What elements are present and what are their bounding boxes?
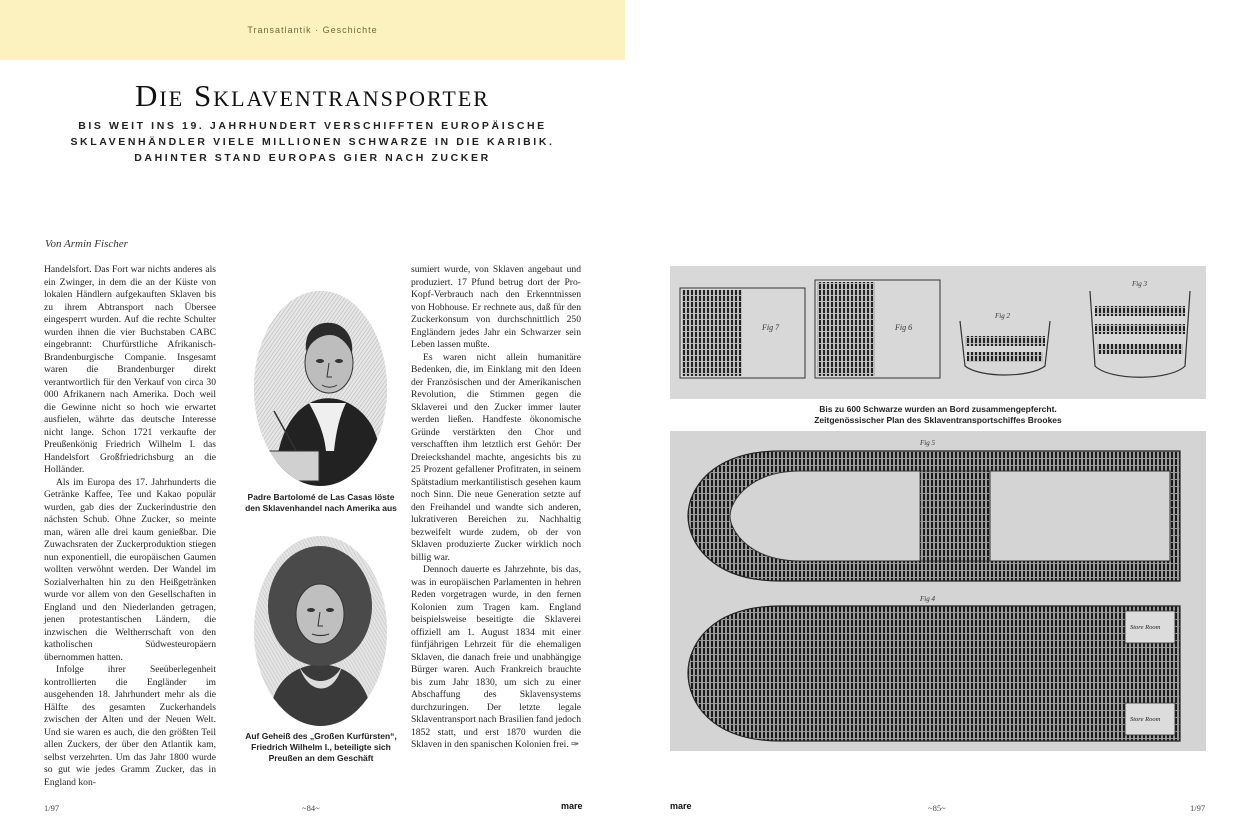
- paragraph: Es waren nicht allein humanitäre Bedenken, die, im Einklang mit den Ideen der Französischen und der Amerikanischen Revolution, die Stimmen gegen die Sklaverei und den Zucker immer lauter werden ließen. Handfeste ökonomische Gründe verstärkten den Chor und verschafften ihm letztlich erst Gehör: Der Dreieckshandel machte, angesichts bis zu 25 Prozent gefallener Profitraten, in seinem Spätstadium merkantilistisch gesehen kaum noch Sinn. Die neue Generation setzte auf den Freihandel und wandte sich anderen, lukrativeren Bereichen zu. Nachhaltig bezweifelt wurde zudem, ob der von Sklaven produzierte Zucker wirklich noch billig war.: [411, 351, 581, 563]
- page-number-left: ~84~: [302, 803, 320, 813]
- ship-deck-plan-drawings: [670, 431, 1206, 751]
- fig7-label: Fig 7: [762, 323, 780, 332]
- ship-section-plate: [670, 266, 1206, 399]
- fig5-label: Fig 5: [920, 439, 935, 447]
- right-page: [625, 0, 1250, 834]
- section-banner: [0, 0, 625, 60]
- fig6-label: Fig 6: [895, 323, 913, 332]
- ship-deck-plan-plate: [670, 431, 1206, 751]
- ship-caption-line-1: Bis zu 600 Schwarze wurden an Bord zusammengepfercht.: [819, 404, 1057, 414]
- portrait-1-caption: Padre Bartolomé de Las Casas löste den Sklavenhandel nach Amerika aus: [245, 492, 397, 513]
- brand-logo-left: mare: [561, 801, 583, 811]
- article-title: Die Sklaventransporter: [135, 78, 490, 113]
- portrait-grosser-kurfuerst: [254, 536, 387, 726]
- ship-caption-line-2: Zeitgenössischer Plan des Sklaventransportschiffes Brookes: [814, 415, 1062, 425]
- portrait-las-casas: [254, 291, 387, 486]
- store-room-label-2: Store Room: [1130, 716, 1161, 723]
- page-number-right: ~85~: [928, 803, 946, 813]
- paragraph: Infolge ihrer Seeüberlegenheit kontrollierten die Engländer im ausgehenden 18. Jahrhundert mehr als die Hälfte des gesamten Zuckerhandels zwischen der Alten und der Neuen Welt. Und sie waren es auch, die den größten Teil allen Zuckers, der über den Atlantik kam, selbst verzehrten. Um das Jahr 1800 wurde so gut wie jedes Gramm Zucker, das in England kon-: [44, 664, 216, 788]
- fig4-label: Fig 4: [920, 595, 935, 603]
- byline: Von Armin Fischer: [45, 238, 128, 250]
- text-column-2: [411, 264, 581, 752]
- ship-cross-section-drawings: [670, 266, 1206, 399]
- paragraph: Dennoch dauerte es Jahrzehnte, bis das, was in europäischen Parlamenten in hehren Reden vorgetragen wurde, in den fernen Kolonien zum Tragen kam. England beispielsweise beseitigte die Sklaverei offiziell am 1. August 1834 mit einer fünfjährigen Lehrzeit für die ehemaligen Sklaven, die danach freie und unabhängige Bürger waren. Auch Frankreich brauchte bis zum Jahr 1830, um sich zu einer Abschaffung des Sklavensystems durchzuringen. Der letzte legale Sklaventransport nach Brasilien fand jedoch 1852 statt, und erst 1870 wurden die Sklaven in den spanischen Kolonien frei. ✑: [411, 564, 581, 750]
- ship-caption: [670, 404, 1206, 426]
- paragraph: Handelsfort. Das Fort war nichts anderes als ein Zwinger, in dem die an der Küste von lokalen Händlern aufgekauften Sklaven bis zu ihrem Abtransport nach Übersee eingesperrt wurden. Auf die rechte Schulter wurden ihnen die vier Buchstaben CABC eingebrannt: Churfürstliche Afrikanisch-Brandenburgische Companie. Insgesamt waren die Brandenburger direkt verantwortlich für den Verkauf von circa 30 000 Afrikanern nach Amerika. Doch weil die Gewinne nicht so hoch wie erwartet ausfielen, währte das deutsche Interesse nicht lange. Schon 1721 verkaufte der Preußenkönig Friedrich Wilhelm I. das Handelsfort Großfriedrichsburg an die Holländer.: [44, 264, 216, 475]
- article-deck: BIS WEIT INS 19. JAHRHUNDERT VERSCHIFFTEN EUROPÄISCHE SKLAVENHÄNDLER VIELE MILLIONEN SCHWARZE IN DIE KARIBIK. DAHINTER STAND EUROPAS GIER NACH ZUCKER: [70, 120, 555, 164]
- engraving-kurfuerst: [254, 536, 387, 726]
- section-label: Transatlantik · Geschichte: [247, 25, 378, 35]
- store-room-label-1: Store Room: [1130, 624, 1161, 631]
- paragraph: sumiert wurde, von Sklaven angebaut und produziert. 17 Pfund betrug dort der Pro-Kopf-Verbrauch nach den Erkenntnissen von Hobhouse. Er rechnete aus, daß für den Zuckerkonsum von durchschnittlich 250 Engländern jedes Jahr ein Schwarzer sein Leben lassen mußte.: [411, 264, 581, 350]
- portrait-2-caption: Auf Geheiß des „Großen Kurfürsten“, Friedrich Wilhelm I., beteiligte sich Preußen an dem Geschäft: [245, 731, 397, 763]
- paragraph: Als im Europa des 17. Jahrhunderts die Getränke Kaffee, Tee und Kakao populär wurden, gab dies der Zuckerindustrie den nächsten Schub. Ohne Zucker, so meinte man, wären alle drei kaum genießbar. Die Zuwachsraten der Zuckerproduktion stiegen nun exponentiell, die europäischen Gaumen wollten verwöhnt werden. Der Wandel im Sozialverhalten hin zu den Heißgetränken wurde vor allem von den Gesellschaften in England und den Niederlanden getragen, jenen protestantischen Ländern, die inzwischen die Weltherrschaft von den katholischen Südwesteuropäern übernommen hatten.: [44, 476, 216, 663]
- brand-logo-right: mare: [670, 801, 692, 811]
- issue-number-left: 1/97: [44, 803, 60, 813]
- engraving-las-casas: [254, 291, 387, 486]
- fig2-label: Fig 2: [995, 312, 1010, 320]
- text-column-1: [44, 264, 216, 789]
- fig3-label: Fig 3: [1132, 280, 1147, 288]
- issue-number-right: 1/97: [1190, 803, 1206, 813]
